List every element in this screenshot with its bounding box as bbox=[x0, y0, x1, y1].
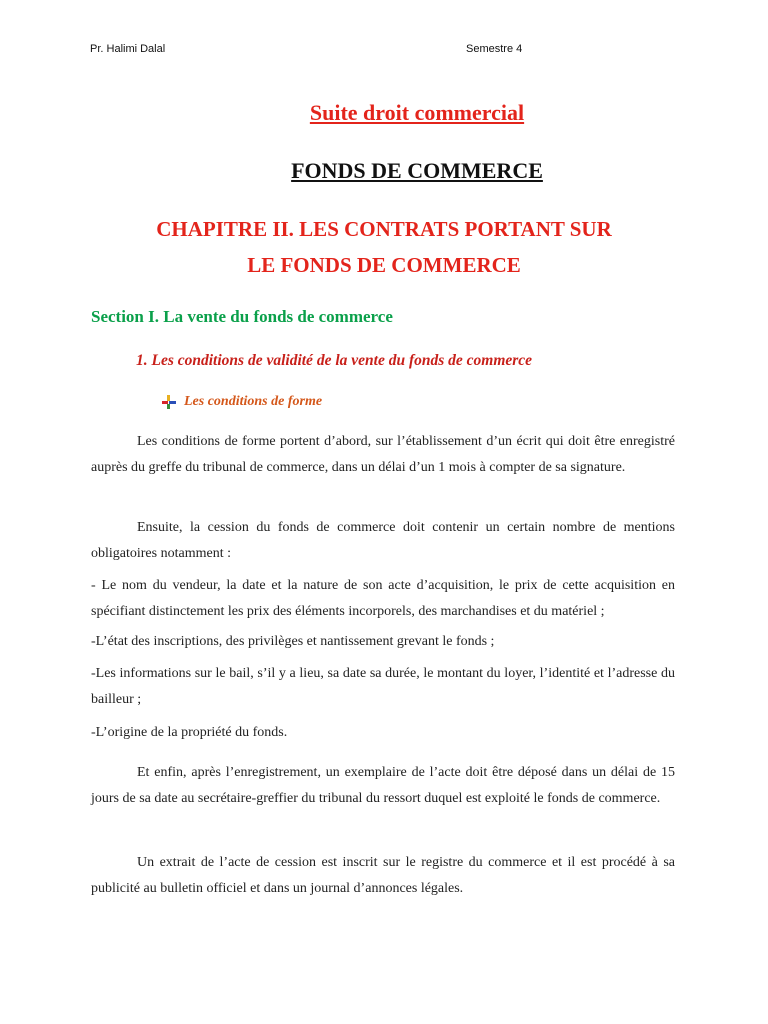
document-subtitle: FONDS DE COMMERCE bbox=[291, 158, 543, 183]
paragraph-mandatory-mentions: Ensuite, la cession du fonds de commerce doit contenir un certain nombre de mentions obligatoires notamment : bbox=[91, 520, 675, 561]
paragraph-form-conditions: Les conditions de forme portent d’abord, sur l’établissement d’un écrit qui doit être enregistré auprès du greffe du tribunal de commerce, dans un délai d’un 1 mois à compter de sa signature. bbox=[91, 434, 675, 475]
paragraph-deposit: Et enfin, après l’enregistrement, un exemplaire de l’acte doit être déposé dans un délai de 15 jours de sa date au secrétaire-greffier du tribunal du ressort duquel est exploité le fonds de commerce. bbox=[91, 765, 675, 806]
bullet-label: Les conditions de forme bbox=[184, 394, 323, 409]
list-item: -Les informations sur le bail, s’il y a lieu, sa date sa durée, le montant du loyer, l’identité et l’adresse du bailleur ; bbox=[91, 666, 675, 707]
list-item: - Le nom du vendeur, la date et la nature de son acte d’acquisition, le prix de cette acquisition en spécifiant distinctement les prix des éléments incorporels, des marchandises et du matériel ; bbox=[91, 578, 675, 619]
chapter-title-line1: CHAPITRE II. LES CONTRATS PORTANT SUR bbox=[156, 217, 612, 241]
list-item: -L’origine de la propriété du fonds. bbox=[91, 725, 288, 740]
section-title: Section I. La vente du fonds de commerce bbox=[91, 307, 393, 326]
chapter-title-line2: LE FONDS DE COMMERCE bbox=[247, 253, 521, 277]
list-item: -L’état des inscriptions, des privilèges et nantissement grevant le fonds ; bbox=[91, 634, 495, 649]
paragraph-publicity: Un extrait de l’acte de cession est inscrit sur le registre du commerce et il est procédé à sa publicité au bulletin officiel et dans un journal d’annonces légales. bbox=[91, 855, 675, 896]
chapter-title bbox=[0, 211, 768, 283]
subsection-title: 1. Les conditions de validité de la vente du fonds de commerce bbox=[136, 352, 533, 369]
document-title: Suite droit commercial bbox=[309, 100, 525, 125]
bullet-heading bbox=[162, 394, 322, 410]
header-semester: Semestre 4 bbox=[466, 43, 523, 55]
header-author: Pr. Halimi Dalal bbox=[90, 43, 166, 55]
bullet-bars-icon bbox=[162, 395, 176, 409]
